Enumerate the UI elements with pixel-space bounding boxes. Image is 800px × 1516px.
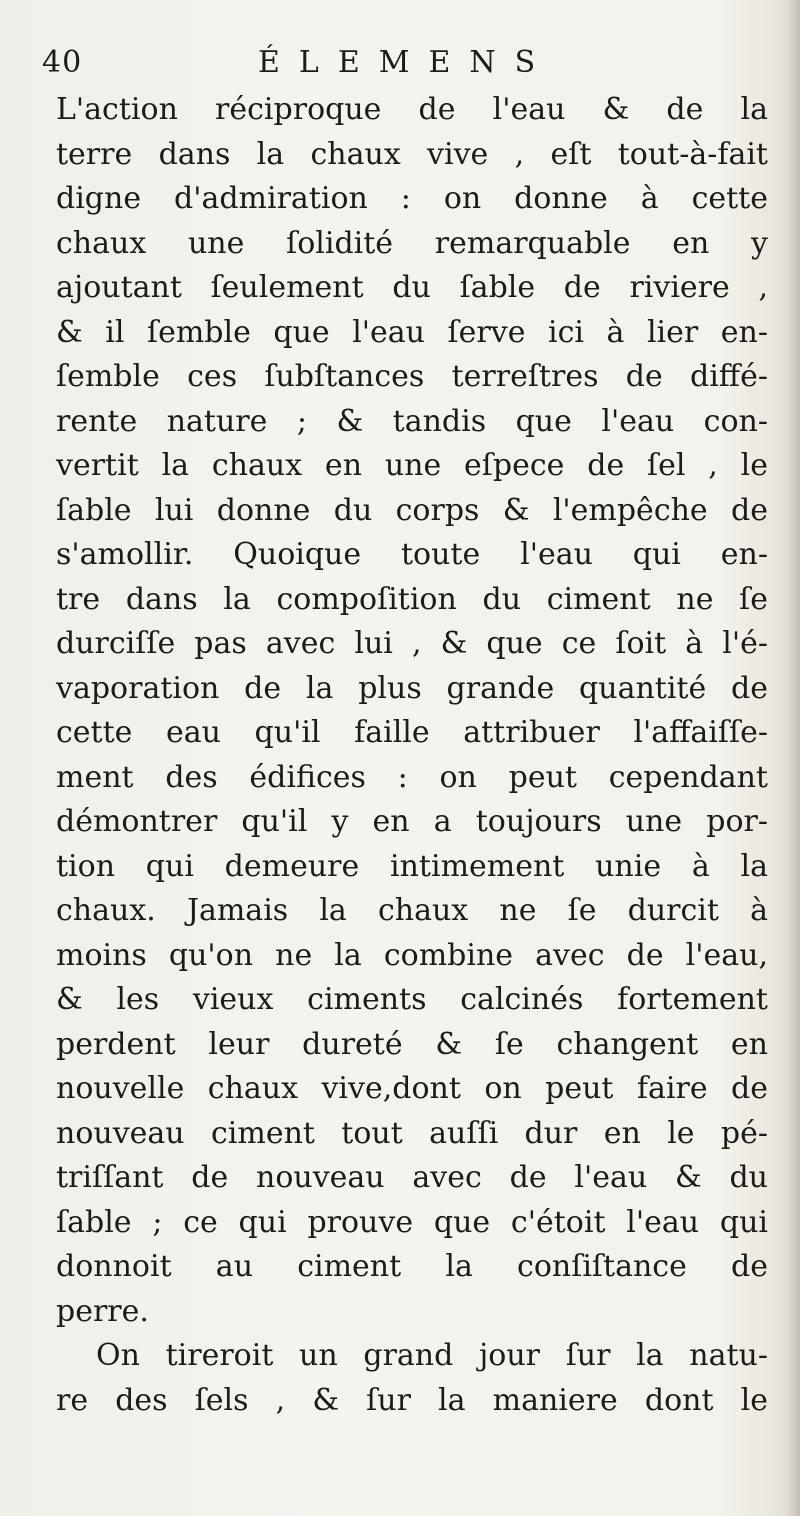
text-line: tre dans la compoſition du ciment ne ſe xyxy=(56,581,768,617)
text-line: ajoutant ſeulement du ſable de riviere , xyxy=(56,270,768,305)
text-line: digne d'admiration : on donne à cette xyxy=(56,181,768,216)
text-line-paragraph-start: On tireroit un grand jour ſur la natu- xyxy=(96,1338,768,1373)
text-line: L'action réciproque de l'eau & de la xyxy=(56,92,768,127)
text-line: perdent leur dureté & ſe changent en xyxy=(56,1026,768,1062)
text-line: & les vieux ciments calcinés fortement xyxy=(56,982,768,1017)
text-line: chaux une ſolidité remarquable en y xyxy=(56,225,768,261)
text-line: chaux. Jamais la chaux ne ſe durcit à xyxy=(56,893,768,928)
text-line: tion qui demeure intimement unie à la xyxy=(56,848,768,884)
text-line: ment des édifices : on peut cependant xyxy=(56,759,768,795)
page-number: 40 xyxy=(42,45,83,80)
text-line: ſable ; ce qui prouve que c'étoit l'eau qui xyxy=(56,1204,768,1240)
text-line: terre dans la chaux vive , eſt tout-à-fait xyxy=(56,136,768,172)
text-line: vertit la chaux en une eſpece de ſel , le xyxy=(56,448,768,483)
text-line: démontrer qu'il y en a toujours une por- xyxy=(56,804,768,839)
text-line: & il ſemble que l'eau ſerve ici à lier en- xyxy=(56,314,768,350)
running-head: ÉLEMENS xyxy=(258,45,555,80)
text-line: ſable lui donne du corps & l'empêche de xyxy=(56,492,768,528)
page-header xyxy=(0,44,800,94)
text-line: triſſant de nouveau avec de l'eau & du xyxy=(56,1160,768,1195)
text-line: donnoit au ciment la conſiſtance de xyxy=(56,1249,768,1284)
text-line: rente nature ; & tandis que l'eau con- xyxy=(56,403,768,439)
text-line: s'amollir. Quoique toute l'eau qui en- xyxy=(56,537,768,572)
text-line: moins qu'on ne la combine avec de l'eau, xyxy=(56,937,768,973)
page-edge-shadow xyxy=(786,0,800,1516)
text-line: re des ſels , & ſur la maniere dont le xyxy=(56,1382,768,1418)
text-line: cette eau qu'il faille attribuer l'affaiſſe- xyxy=(56,715,768,750)
text-line: durciſſe pas avec lui , & que ce ſoit à l'é- xyxy=(56,626,768,661)
text-line: ſemble ces ſubſtances terreſtres de diffé- xyxy=(56,359,768,394)
body-text xyxy=(56,88,768,1423)
text-line: nouvelle chaux vive,dont on peut faire de xyxy=(56,1071,768,1106)
text-line: nouveau ciment tout auſſi dur en le pé- xyxy=(56,1115,768,1151)
text-line: vaporation de la plus grande quantité de xyxy=(56,670,768,706)
text-line-paragraph-end: perre. xyxy=(56,1293,149,1329)
